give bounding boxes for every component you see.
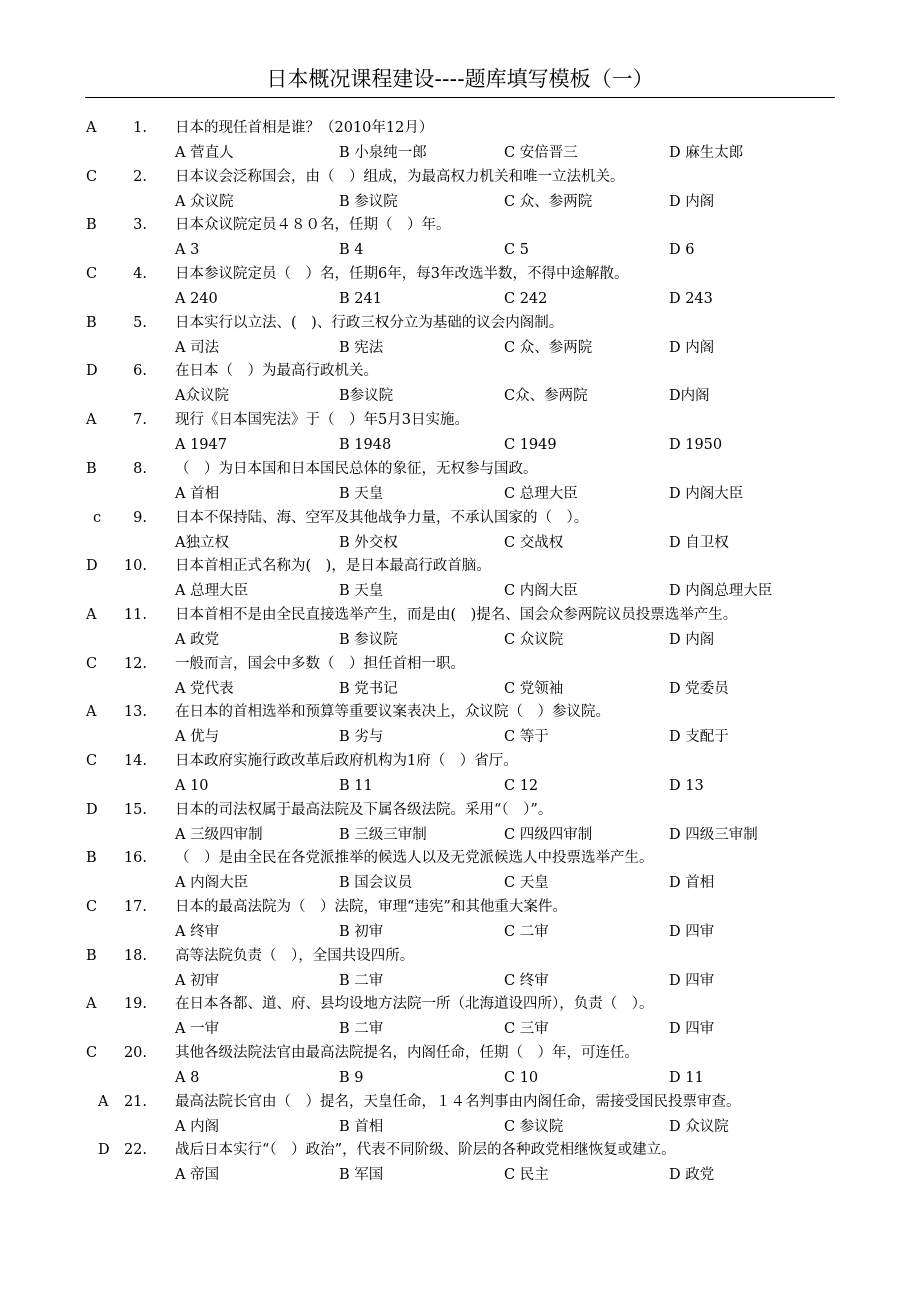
question-item xyxy=(0,944,920,993)
option-d: D 243 xyxy=(669,291,713,308)
option-a: A 首相 xyxy=(175,485,220,502)
question-number: 2. xyxy=(133,168,147,185)
question-item xyxy=(0,749,920,798)
question-number: 13. xyxy=(123,704,147,721)
question-item xyxy=(0,846,920,895)
option-a: A 3 xyxy=(175,242,200,259)
answer-key: D xyxy=(86,801,98,818)
answer-key: B xyxy=(86,850,97,867)
option-c: C众、参两院 xyxy=(504,388,588,405)
question-list xyxy=(0,116,920,1187)
option-d: D 四审 xyxy=(669,972,715,989)
question-stem: （ ）是由全民在各党派推举的候选人以及无党派候选人中投票选举产生。 xyxy=(175,850,654,867)
answer-key: A xyxy=(86,412,97,429)
answer-key: A xyxy=(86,120,97,136)
option-b: B 首相 xyxy=(339,1118,384,1135)
option-c: C 党领袖 xyxy=(504,680,564,697)
question-item xyxy=(0,603,920,652)
answer-key: C xyxy=(86,168,98,185)
question-number: 18. xyxy=(123,947,147,964)
option-c: C 内阁大臣 xyxy=(504,583,578,600)
option-b: B 三级三审制 xyxy=(339,826,427,843)
option-a: A 10 xyxy=(175,777,209,794)
option-c: C 安倍晋三 xyxy=(504,145,578,161)
option-d: D 党委员 xyxy=(669,680,729,697)
option-b: B 初审 xyxy=(339,924,384,940)
option-a: A 政党 xyxy=(175,631,220,648)
option-c: C 天皇 xyxy=(504,875,549,892)
question-item xyxy=(0,165,920,214)
option-c: C 四级四审制 xyxy=(504,826,593,843)
option-d: D 1950 xyxy=(669,437,723,454)
question-number: 5. xyxy=(133,314,147,331)
option-b: B 9 xyxy=(339,1070,364,1087)
option-d: D 麻生太郎 xyxy=(669,145,744,161)
question-item xyxy=(0,652,920,701)
option-d: D 11 xyxy=(669,1070,704,1087)
answer-key: A xyxy=(86,996,97,1013)
answer-key: A xyxy=(98,1093,109,1110)
question-stem: 现行《日本国宪法》于（ ）年5月3日实施。 xyxy=(175,412,469,429)
option-c: C 众议院 xyxy=(504,631,564,648)
option-d: D 支配于 xyxy=(669,729,729,746)
question-number: 20. xyxy=(123,1045,147,1062)
option-b: B 241 xyxy=(339,291,382,308)
question-stem: 日本的司法权属于最高法院及下属各级法院。采用“（ ）”。 xyxy=(175,801,553,818)
answer-key: B xyxy=(86,314,97,331)
question-item xyxy=(0,457,920,506)
option-c: C 民主 xyxy=(504,1167,549,1184)
option-d: D 四级三审制 xyxy=(669,826,758,843)
option-d: D 四审 xyxy=(669,924,715,940)
page-title: 日本概况课程建设----题库填写模板（一） xyxy=(266,67,654,91)
question-number: 12. xyxy=(123,655,147,672)
option-c: C 三审 xyxy=(504,1021,549,1038)
option-d: D 13 xyxy=(669,777,704,794)
option-c: C 242 xyxy=(504,291,548,308)
answer-key: A xyxy=(86,704,97,721)
answer-key: B xyxy=(86,217,97,234)
option-d: D 内阁 xyxy=(669,631,715,648)
question-stem: 日本众议院定员４８０名，任期（ ）年。 xyxy=(175,217,451,234)
answer-key: A xyxy=(86,606,97,623)
option-b: B 1948 xyxy=(339,437,392,454)
question-stem: 日本不保持陆、海、空军及其他战争力量，不承认国家的（ ）。 xyxy=(175,509,589,526)
option-a: A 1947 xyxy=(175,437,227,454)
question-stem: 在日本的首相选举和预算等重要议案表决上，众议院（ ）参议院。 xyxy=(175,704,610,721)
question-stem: 一般而言，国会中多数（ ）担任首相一职。 xyxy=(175,655,465,672)
option-b: B 二审 xyxy=(339,972,384,989)
question-item xyxy=(0,1041,920,1090)
option-a: A 菅直人 xyxy=(175,145,234,161)
option-a: A 内阁 xyxy=(175,1118,220,1135)
answer-key: D xyxy=(98,1142,110,1159)
option-d: D 6 xyxy=(669,242,695,259)
question-item xyxy=(0,992,920,1041)
answer-key: C xyxy=(86,1045,98,1062)
question-item xyxy=(0,1090,920,1139)
answer-key: B xyxy=(86,947,97,964)
option-d: D 四审 xyxy=(669,1021,715,1038)
option-a: A 党代表 xyxy=(175,680,234,697)
option-d: D 首相 xyxy=(669,875,715,892)
answer-key: C xyxy=(86,266,98,283)
option-b: B 二审 xyxy=(339,1021,384,1038)
answer-key: c xyxy=(93,509,102,526)
question-number: 14. xyxy=(123,752,147,769)
question-number: 3. xyxy=(133,217,147,234)
question-item xyxy=(0,116,920,165)
question-stem: 日本政府实施行政改革后政府机构为1府（ ）省厅。 xyxy=(175,752,518,769)
option-d: D 内阁总理大臣 xyxy=(669,583,773,600)
option-a: A 初审 xyxy=(175,972,220,989)
option-c: C 二审 xyxy=(504,924,549,940)
option-c: C 等于 xyxy=(504,729,549,746)
option-c: C 10 xyxy=(504,1070,539,1087)
option-a: A 内阁大臣 xyxy=(175,875,249,892)
question-item xyxy=(0,700,920,749)
question-number: 19. xyxy=(123,996,147,1013)
option-b: B 劣与 xyxy=(339,729,384,746)
answer-key: B xyxy=(86,460,97,477)
question-number: 11. xyxy=(123,606,147,623)
question-number: 4. xyxy=(133,266,147,283)
question-number: 15. xyxy=(123,801,147,818)
option-b: B 外交权 xyxy=(339,534,398,551)
option-a: A 8 xyxy=(175,1070,200,1087)
question-stem: 在日本（ ）为最高行政机关。 xyxy=(175,363,378,380)
question-item xyxy=(0,359,920,408)
question-item xyxy=(0,408,920,457)
option-a: A独立权 xyxy=(175,534,229,551)
option-b: B 参议院 xyxy=(339,631,398,648)
question-stem: 高等法院负责（ ），全国共设四所。 xyxy=(175,947,415,964)
option-c: C 1949 xyxy=(504,437,557,454)
question-number: 17. xyxy=(123,899,147,915)
option-b: B 国会议员 xyxy=(339,875,413,892)
question-stem: 日本实行以立法、( )、行政三权分立为基础的议会内阁制。 xyxy=(175,314,564,331)
option-d: D 自卫权 xyxy=(669,534,729,551)
answer-key: C xyxy=(86,752,98,769)
option-b: B 天皇 xyxy=(339,583,384,600)
option-c: C 总理大臣 xyxy=(504,485,578,502)
option-b: B 军国 xyxy=(339,1167,384,1184)
question-item xyxy=(0,213,920,262)
question-item xyxy=(0,262,920,311)
question-item xyxy=(0,554,920,603)
question-item xyxy=(0,1138,920,1187)
option-a: A 终审 xyxy=(175,924,220,940)
question-stem: 在日本各都、道、府、县均设地方法院一所（北海道设四所），负责（ ）。 xyxy=(175,996,654,1013)
question-number: 22. xyxy=(123,1142,147,1159)
question-stem: 最高法院长官由（ ）提名，天皇任命，１４名判事由内阁任命，需接受国民投票审查。 xyxy=(175,1093,741,1110)
option-c: C 参议院 xyxy=(504,1118,564,1135)
title-underline xyxy=(85,97,835,98)
option-a: A 一审 xyxy=(175,1021,220,1038)
question-item xyxy=(0,311,920,360)
option-a: A众议院 xyxy=(175,388,229,405)
option-a: A 众议院 xyxy=(175,193,234,210)
option-c: C 12 xyxy=(504,777,539,794)
option-c: C 众、参两院 xyxy=(504,193,593,210)
question-stem: 日本的最高法院为（ ）法院，审理“违宪”和其他重大案件。 xyxy=(175,899,567,915)
question-stem: 日本首相正式名称为( )，是日本最高行政首脑。 xyxy=(175,558,491,575)
question-item xyxy=(0,506,920,555)
option-d: D内阁 xyxy=(669,388,710,405)
option-a: A 三级四审制 xyxy=(175,826,263,843)
option-d: D 内阁 xyxy=(669,193,715,210)
question-number: 8. xyxy=(133,460,147,477)
question-stem: 日本首相不是由全民直接选举产生，而是由( )提名、国会众参两院议员投票选举产生。 xyxy=(175,606,738,623)
question-number: 21. xyxy=(123,1093,147,1110)
option-b: B 参议院 xyxy=(339,193,398,210)
question-stem: 日本议会泛称国会，由（ ）组成，为最高权力机关和唯一立法机关。 xyxy=(175,168,625,185)
question-number: 16. xyxy=(123,850,147,867)
question-stem: 其他各级法院法官由最高法院提名，内阁任命，任期（ ）年，可连任。 xyxy=(175,1045,639,1062)
option-d: D 内阁大臣 xyxy=(669,485,744,502)
option-c: C 众、参两院 xyxy=(504,339,593,356)
question-number: 7. xyxy=(133,412,147,429)
question-item xyxy=(0,798,920,847)
answer-key: D xyxy=(86,558,98,575)
option-b: B 4 xyxy=(339,242,364,259)
option-b: B 天皇 xyxy=(339,485,384,502)
option-c: C 交战权 xyxy=(504,534,564,551)
option-d: D 内阁 xyxy=(669,339,715,356)
option-b: B 11 xyxy=(339,777,373,794)
option-a: A 司法 xyxy=(175,339,220,356)
answer-key: D xyxy=(86,363,98,380)
option-b: B 党书记 xyxy=(339,680,398,697)
option-c: C 5 xyxy=(504,242,529,259)
option-b: B 宪法 xyxy=(339,339,384,356)
option-b: B参议院 xyxy=(339,388,394,405)
question-stem: 日本参议院定员（ ）名，任期6年，每3年改选半数，不得中途解散。 xyxy=(175,266,629,283)
option-c: C 终审 xyxy=(504,972,549,989)
question-stem: （ ）为日本国和日本国民总体的象征，无权参与国政。 xyxy=(175,460,538,477)
question-number: 6. xyxy=(133,363,147,380)
option-a: A 总理大臣 xyxy=(175,583,249,600)
option-d: D 政党 xyxy=(669,1167,715,1184)
question-number: 1. xyxy=(133,120,147,136)
option-b: B 小泉纯一郎 xyxy=(339,145,427,161)
option-a: A 240 xyxy=(175,291,218,308)
option-a: A 帝国 xyxy=(175,1167,220,1184)
question-stem: 日本的现任首相是谁？（2010年12月） xyxy=(175,120,434,136)
question-item xyxy=(0,895,920,944)
answer-key: C xyxy=(86,655,98,672)
answer-key: C xyxy=(86,899,98,915)
option-a: A 优与 xyxy=(175,729,220,746)
question-stem: 战后日本实行“（ ）政治”，代表不同阶级、阶层的各种政党相继恢复或建立。 xyxy=(175,1142,676,1159)
question-number: 9. xyxy=(133,509,147,526)
option-d: D 众议院 xyxy=(669,1118,729,1135)
question-number: 10. xyxy=(123,558,147,575)
